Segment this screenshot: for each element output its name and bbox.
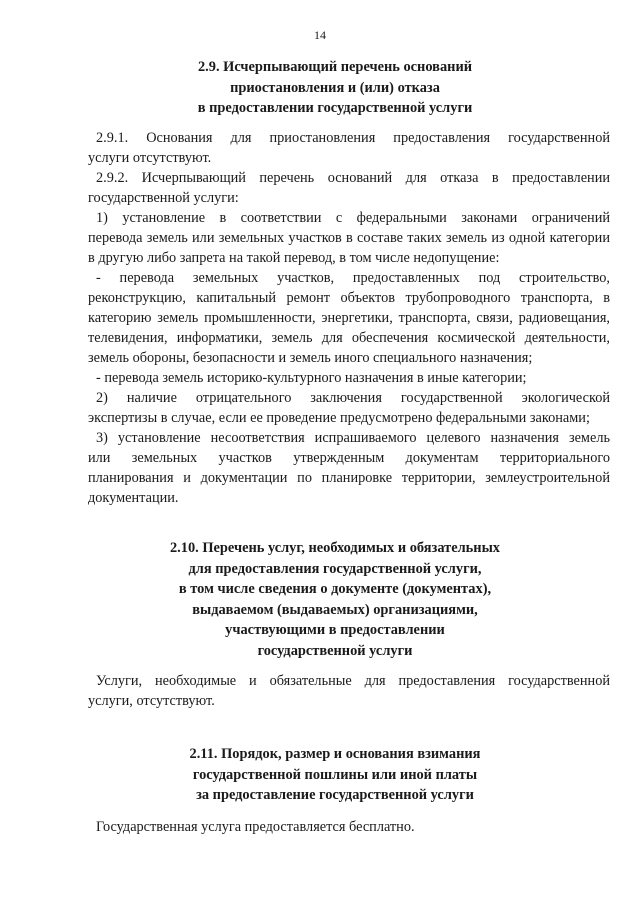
- section-2-10-heading: [60, 538, 610, 661]
- body-line: земель обороны, безопасности и земель иного специального назначения;: [88, 350, 533, 366]
- heading-line: 2.10. Перечень услуг, необходимых и обязательных: [169, 540, 501, 556]
- body-line: категорию земель промышленности, энергетики, транспорта, связи, радиовещания,: [88, 310, 610, 326]
- heading-line: за предоставление государственной услуги: [196, 787, 474, 803]
- body-line: экспертизы в случае, если ее проведение предусмотрено федеральными законами;: [88, 410, 590, 426]
- body-line: перевода земель или земельных участков в составе таких земель из одной категории: [88, 230, 610, 246]
- body-line: или земельных участков утвержденным документам территориального: [88, 450, 610, 466]
- body-line: планирования и документации по планировке территории, землеустроительной: [88, 470, 610, 486]
- heading-line: выдаваемом (выдаваемых) организациями,: [192, 601, 478, 618]
- body-line: реконструкцию, капитальный ремонт объектов трубопроводного транспорта, в: [88, 290, 610, 306]
- heading-line: 2.9. Исчерпывающий перечень оснований: [197, 59, 473, 75]
- body-line: Услуги, необходимые и обязательные для предоставления государственной: [96, 673, 610, 689]
- heading-line: государственной пошлины или иной платы: [192, 766, 478, 783]
- heading-line: в том числе сведения о документе (документах),: [178, 581, 492, 597]
- heading-line: приостановления и (или) отказа: [230, 79, 440, 96]
- body-line: - перевода земель историко-культурного назначения в иные категории;: [96, 370, 527, 386]
- body-line: услуги, отсутствуют.: [88, 693, 215, 709]
- body-line: 1) установление в соответствии с федеральными законами ограничений: [96, 210, 610, 226]
- heading-line: для предоставления государственной услуги,: [188, 560, 482, 577]
- body-line: документации.: [88, 490, 179, 506]
- body-line: 2.9.1. Основания для приостановления предоставления государственной: [96, 130, 610, 146]
- body-line: в другую либо запрета на такой перевод, в том числе недопущение:: [88, 250, 500, 266]
- body-line: государственной услуги:: [88, 190, 239, 206]
- heading-line: государственной услуги: [257, 642, 413, 659]
- body-line: 2.9.2. Исчерпывающий перечень оснований для отказа в предоставлении: [96, 170, 610, 186]
- body-line: услуги отсутствуют.: [88, 150, 212, 166]
- body-line: телевидения, информатики, земель для обеспечения космической деятельности,: [88, 330, 610, 346]
- body-line: - перевода земельных участков, предоставленных под строительство,: [96, 270, 610, 286]
- heading-line: в предоставлении государственной услуги: [197, 100, 473, 116]
- body-line: 2) наличие отрицательного заключения государственной экологической: [96, 390, 610, 406]
- section-2-11-heading: [60, 744, 610, 806]
- body-line: 3) установление несоответствия испрашиваемого целевого назначения земель: [96, 430, 610, 446]
- page-number: 14: [314, 28, 326, 42]
- body-line: Государственная услуга предоставляется бесплатно.: [96, 819, 415, 835]
- heading-line: 2.11. Порядок, размер и основания взимания: [189, 746, 481, 762]
- heading-line: участвующими в предоставлении: [225, 622, 445, 638]
- section-2-9-heading: [60, 57, 610, 119]
